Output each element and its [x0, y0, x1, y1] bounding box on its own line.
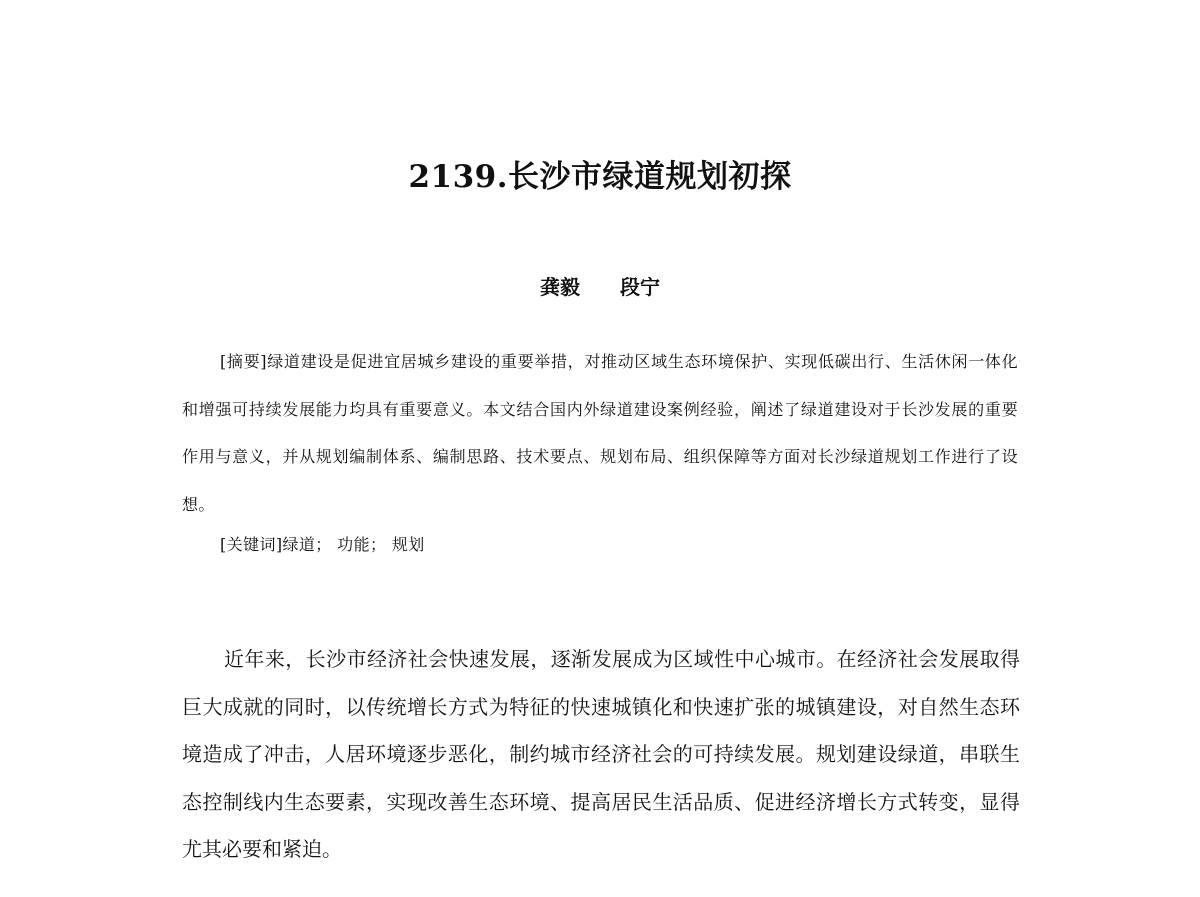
author-name: 龚毅: [540, 275, 580, 299]
abstract-label: [摘要]: [220, 352, 267, 371]
paper-title: 2139.长沙市绿道规划初探: [408, 159, 792, 195]
author-name: 段宁: [620, 275, 660, 299]
keywords-line: [220, 527, 425, 563]
abstract-text: 绿道建设是促进宜居城乡建设的重要举措，对推动区域生态环境保护、实现低碳出行、生活休闲一体化和增强可持续发展能力均具有重要意义。本文结合国内外绿道建设案例经验，阐述了绿道建设对于长沙发展的重要作用与意义，并从规划编制体系、编制思路、技术要点、规划布局、组织保障等方面对长沙绿道规划工作进行了设想。: [182, 352, 1018, 514]
keywords-label: [关键词]: [220, 535, 283, 554]
keywords-text: 绿道； 功能； 规划: [282, 535, 425, 554]
body-paragraph: 近年来，长沙市经济社会快速发展，逐渐发展成为区域性中心城市。在经济社会发展取得巨大成就的同时，以传统增长方式为特征的快速城镇化和快速扩张的城镇建设，对自然生态环境造成了冲击，人居环境逐步恶化，制约城市经济社会的可持续发展。规划建设绿道，串联生态控制线内生态要素，实现改善生态环境、提高居民生活品质、促进经济增长方式转变，显得尤其必要和紧迫。: [182, 647, 1020, 862]
author-line: [0, 270, 1200, 304]
abstract-paragraph: [182, 338, 1018, 528]
